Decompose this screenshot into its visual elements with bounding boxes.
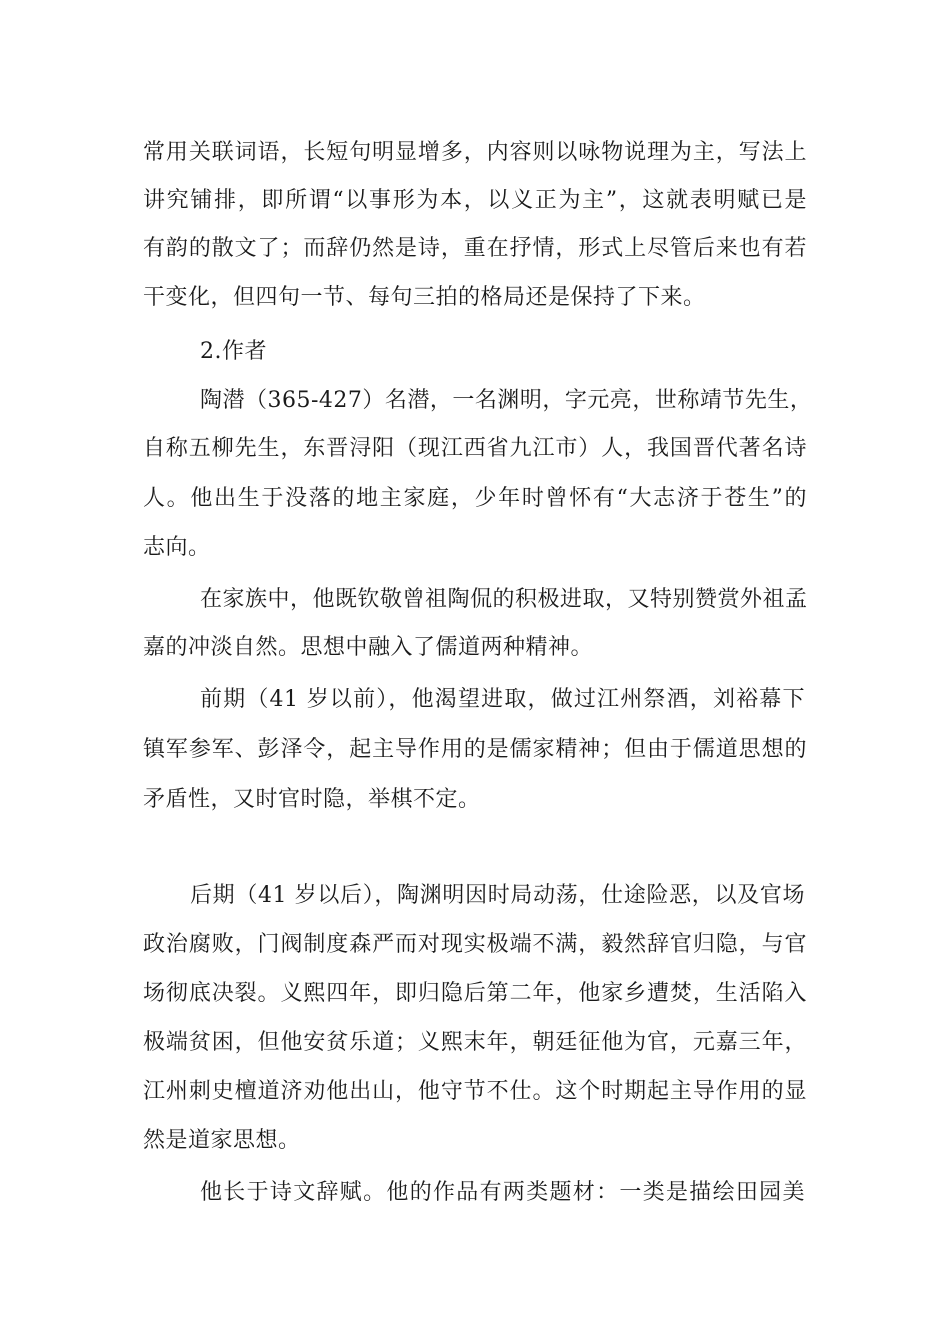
body-text-line: 然是道家思想。 [143, 1128, 301, 1153]
body-text-line: 有韵的散文了；而辞仍然是诗，重在抒情，形式上尽管后来也有若 [143, 236, 807, 261]
body-text-line: 嘉的冲淡自然。思想中融入了儒道两种精神。 [143, 635, 594, 660]
section-heading: 2.作者 [200, 339, 267, 364]
body-text-line: 讲究铺排，即所谓“以事形为本，以义正为主”，这就表明赋已是 [143, 188, 807, 213]
body-text-line: 志向。 [143, 535, 211, 560]
body-text-line: 江州刺史檀道济劝他出山，他守节不仕。这个时期起主导作用的显 [143, 1079, 807, 1104]
body-text-line: 常用关联词语，长短句明显增多，内容则以咏物说理为主，写法上 [143, 140, 807, 165]
body-text-line: 场彻底决裂。义熙四年，即归隐后第二年，他家乡遭焚，生活陷入 [143, 981, 807, 1006]
body-text-line: 人。他出生于没落的地主家庭，少年时曾怀有“大志济于苍生”的 [143, 486, 807, 511]
body-text-line: 陶潜（365-427）名潜，一名渊明，字元亮，世称靖节先生， [200, 388, 813, 413]
body-text-line: 后期（41 岁以后），陶渊明因时局动荡，仕途险恶，以及官场 [190, 883, 805, 908]
body-text-line: 自称五柳先生，东晋浔阳（现江西省九江市）人，我国晋代著名诗 [143, 436, 807, 461]
body-text-line: 镇军参军、彭泽令，起主导作用的是儒家精神；但由于儒道思想的 [143, 737, 807, 762]
body-text-line: 干变化，但四句一节、每句三拍的格局还是保持了下来。 [143, 285, 706, 310]
body-text-line: 矛盾性，又时官时隐，举棋不定。 [143, 787, 481, 812]
body-text-line: 极端贫困，但他安贫乐道；义熙末年，朝廷征他为官，元嘉三年， [143, 1030, 807, 1055]
body-text-line: 在家族中，他既钦敬曾祖陶侃的积极进取，又特别赞赏外祖孟 [200, 587, 808, 612]
body-text-line: 前期（41 岁以前），他渴望进取，做过江州祭酒，刘裕幕下 [200, 687, 805, 712]
body-text-line: 政治腐败，门阀制度森严而对现实极端不满，毅然辞官归隐，与官 [143, 932, 807, 957]
body-text-line: 他长于诗文辞赋。他的作品有两类题材：一类是描绘田园美 [200, 1180, 805, 1205]
